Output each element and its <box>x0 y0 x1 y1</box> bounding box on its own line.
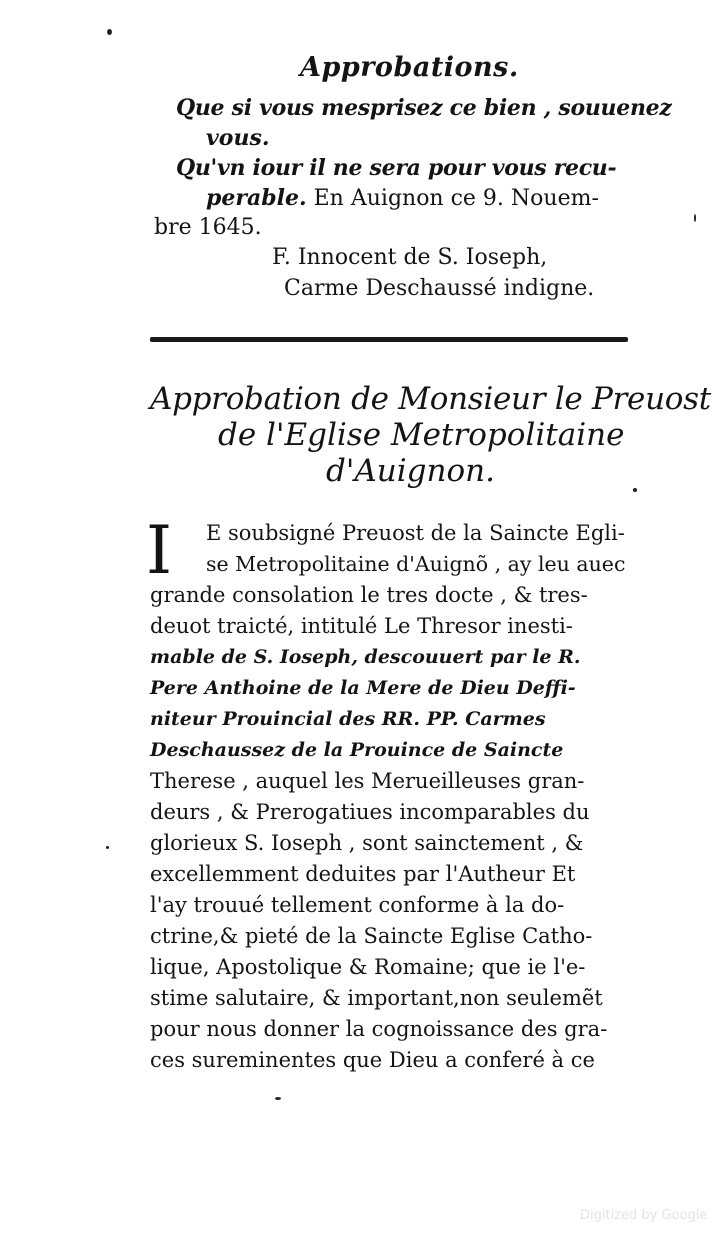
verse-line: perable. <box>206 185 307 211</box>
body-line: mable de S. Ioseph, descouuert par le R. <box>150 646 581 668</box>
watermark: Digitized by Google <box>580 1208 708 1223</box>
body-line: se Metropolitaine d'Auignõ , ay leu auec <box>206 552 626 576</box>
verse-line: Qu'vn iour il ne sera pour vous recu- <box>176 155 617 181</box>
body-line: stime salutaire, & important,non seulemẽt <box>150 986 603 1010</box>
title-line: Approbation de Monsieur le Preuost <box>150 381 711 417</box>
body-line: deurs , & Prerogatiues incomparables du <box>150 800 590 824</box>
body-line: l'ay trouué tellement conforme à la do- <box>150 893 565 917</box>
body-line: deuot traicté, intitulé Le Thresor inesti- <box>150 614 573 638</box>
drop-cap: I <box>146 512 173 589</box>
ink-speck <box>275 1097 281 1100</box>
verse-line: vous. <box>206 125 270 151</box>
verse-line: Que si vous mesprisez ce bien , souuenez <box>176 95 672 121</box>
signature-title: Carme Deschaussé indigne. <box>284 276 595 301</box>
ink-speck <box>106 846 109 849</box>
body-line: E soubsigné Preuost de la Saincte Egli- <box>206 521 625 545</box>
body-line: pour nous donner la cognoissance des gra- <box>150 1017 608 1041</box>
dateline: En Auignon ce 9. Nouem- <box>313 186 599 211</box>
title-line: d'Auignon. <box>326 453 495 489</box>
ink-speck <box>107 29 112 35</box>
dateline: bre 1645. <box>154 215 262 240</box>
body-line: ces sureminentes que Dieu a conferé à ce <box>150 1048 595 1072</box>
body-line: excellemment deduites par l'Autheur Et <box>150 862 576 886</box>
signature-name: F. Innocent de S. Ioseph, <box>272 245 548 270</box>
body-line: Therese , auquel les Merueilleuses gran- <box>150 769 585 793</box>
body-line: niteur Prouincial des RR. PP. Carmes <box>150 708 546 730</box>
ink-speck <box>633 488 637 492</box>
body-line: Deschaussez de la Prouince de Saincte <box>150 739 564 761</box>
title-line: de l'Eglise Metropolitaine <box>218 417 625 453</box>
body-line: grande consolation le tres docte , & tres- <box>150 583 588 607</box>
horizontal-rule <box>150 337 628 342</box>
body-line: Pere Anthoine de la Mere de Dieu Deffi- <box>150 677 576 699</box>
body-line: lique, Apostolique & Romaine; que ie l'e- <box>150 955 586 979</box>
body-line: glorieux S. Ioseph , sont sainctement , & <box>150 831 584 855</box>
ink-speck <box>694 214 696 222</box>
body-line: ctrine,& pieté de la Saincte Eglise Catho- <box>150 924 593 948</box>
running-head: Approbations. <box>300 52 519 83</box>
verse-line-with-dateline <box>206 183 599 214</box>
